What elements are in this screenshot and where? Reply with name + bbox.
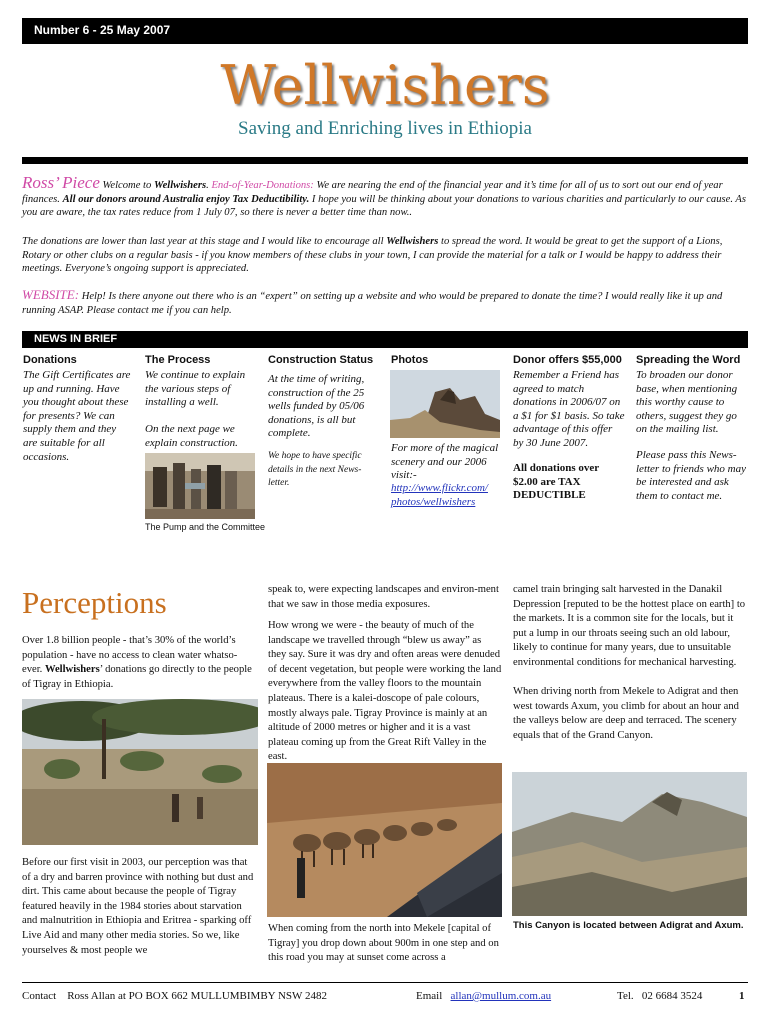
ross-text: I hope you will be thinking about your donations to various charities and particularly to our cause. As you are aware, the tax rates reduce from 1 July 07, so there is never a better time than now..	[22, 193, 747, 218]
email-link[interactable]: allan@mullum.com.au	[450, 990, 552, 1002]
ross-paragraph-1	[22, 173, 748, 220]
flickr-link-2[interactable]: photos/wellwishers	[391, 495, 476, 508]
ross-text: .	[206, 180, 212, 191]
camel-train-photo	[267, 763, 502, 917]
masthead-title: Wellwishers	[220, 54, 550, 117]
canyon-caption: This Canyon is located between Adigrat and Axum.	[513, 920, 744, 931]
footer-contact	[22, 990, 327, 1002]
ross-paragraph-3	[22, 288, 748, 317]
spreading-heading: Spreading the Word	[636, 354, 741, 366]
footer-email	[416, 990, 551, 1002]
process-text-2: On the next page we explain construction.	[145, 423, 238, 449]
ross-paragraph-2	[22, 235, 748, 276]
perceptions-title: Perceptions	[22, 585, 167, 620]
ross-text: The donations are lower than last year at this stage and I would like to encourage all	[22, 236, 387, 247]
page-number: 1	[739, 990, 745, 1002]
construction-heading: Construction Status	[268, 354, 374, 366]
ross-text: Welcome to	[102, 180, 154, 191]
pump-caption: The Pump and the Committee	[145, 522, 266, 532]
donations-heading: Donations	[23, 354, 77, 366]
eoy-label: End-of-Year-Donations:	[211, 180, 314, 191]
tel-label: Tel.	[617, 990, 634, 1002]
photos-heading: Photos	[391, 354, 429, 366]
construction-text-1: At the time of writing, construction of the 25 wells funded by 05/06 donations, is all but complete.	[268, 373, 365, 440]
intro-bold: Wellwishers	[44, 664, 100, 676]
pump-photo	[145, 453, 255, 519]
construction-text-2: We hope to have specific details in the next News-letter.	[268, 451, 362, 489]
perceptions-col3-top: camel train bringing salt harvested in the Danakil Depression [reputed to be the hottest place on earth] to the markets. It is a common site for the locals, but it put a lump in our throats seeing such an old labour, likely to continue for many years, due to unsuitable environmental conditions for mechanical harvesting.	[513, 584, 746, 668]
email-label: Email	[416, 990, 443, 1002]
footer-rule	[22, 982, 748, 983]
ross-text: We are nearing the end of the financial year and it’s time for all of us to sort out our end of year finances.	[22, 180, 723, 205]
donor-text: Remember a Friend has agreed to match donations in 2006/07 on a $1 for $1 basis. So take advantage of this offer by 30 June 2007.	[513, 369, 625, 449]
scenery-photo	[390, 370, 500, 438]
website-label: WEBSITE:	[22, 287, 80, 302]
process-heading: The Process	[145, 354, 211, 366]
flickr-link[interactable]	[391, 482, 505, 509]
perceptions-col3-mid: When driving north from Mekele to Adigrat and then west towards Axum, you climb for about an hour and the valleys below are deep and terraced. The scenery equals that of the Grand Canyon.	[513, 686, 739, 741]
donations-text: The Gift Certificates are up and running. Have you thought about these for presents? We can supply them and they are suitable for all occasions.	[23, 369, 131, 463]
ross-heading: Ross’ Piece	[22, 173, 100, 192]
photos-text: For more of the magical scenery and our 2006 visit:-	[391, 442, 499, 482]
intro-text: ’ donations go directly to the people of Tigray in Ethiopia.	[22, 664, 252, 690]
tigray-landscape-photo	[22, 699, 258, 845]
donor-heading: Donor offers $55,000	[513, 354, 622, 366]
tel-number: 02 6684 3524	[641, 990, 703, 1002]
contact-label: Contact	[22, 990, 57, 1002]
spreading-text-1: To broaden our donor base, when mentioning this worthy cause to others, suggest they go on the mailing list.	[636, 369, 738, 436]
masthead-tagline: Saving and Enriching lives in Ethiopia	[238, 118, 532, 139]
news-bar-title: NEWS IN BRIEF	[34, 333, 118, 345]
tax-bold: All our donors around Australia enjoy Tax Deductibility.	[62, 193, 310, 205]
canyon-photo	[512, 772, 747, 916]
issue-bar	[22, 18, 748, 44]
contact-address: Ross Allan at PO BOX 662 MULLUMBIMBY NSW 2482	[67, 990, 327, 1002]
perceptions-col2-bottom: When coming from the north into Mekele [capital of Tigray] you drop down about 900m in one step and on this road you may at sunset come across a	[268, 923, 499, 964]
perceptions-col2-mid: How wrong we were - the beauty of much of the landscape we travelled through “blew us away” as they say. Sure it was dry and often areas were denuded of decent vegetation, but people were working the land everywhere from the valley floors to the mountain plateaus. There is a kalei-doscope of pale colours, mostly always pale. Tigray Province is mainly at an altitude of 2000 metres or higher and it is a vast plateau coming up from the Great Rift Valley in the east.	[268, 620, 502, 763]
intro-text: Over 1.8 billion people - that’s 30% of the world’s population - have no access to clean water whatso-ever.	[22, 635, 238, 676]
ross-text: to spread the word. It would be great to get the support of a Lions, Rotary or other clubs on a regular basis - if you know members of these clubs in your town, I can provide the material for a talk or I would be happy to address their meetings. Everyone’s ongoing support is appreciated.	[22, 236, 723, 274]
issue-text: Number 6 - 25 May 2007	[34, 23, 171, 37]
perceptions-col2-top: speak to, were expecting landscapes and environ-ment that we saw in those media exposures.	[268, 584, 499, 610]
perceptions-col1-bottom: Before our first visit in 2003, our perception was that of a dry and barren province with nothing but dust and dirt. This came about because the people of Tigray featured heavily in the 1984 stories about starvation and malnutrition in Ethiopia and Eritrea - sparking off Live Aid and many other media stories. So we, like yourselves & most people we	[22, 857, 254, 956]
tax-deductible-text: All donations over $2.00 are TAX DEDUCTIBLE	[513, 462, 599, 502]
flickr-link-1[interactable]: http://www.flickr.com/	[391, 482, 488, 494]
ross-bold-name: Wellwishers	[386, 236, 439, 247]
perceptions-intro	[22, 634, 257, 692]
masthead-rule	[22, 157, 748, 164]
process-text-1: We continue to explain the various steps of installing a well.	[145, 369, 246, 409]
spreading-text-2: Please pass this News-letter to friends who may be interested and ask them to contact me.	[636, 449, 746, 502]
news-bar	[22, 331, 748, 348]
ross-bold-name: Wellwishers	[153, 180, 207, 191]
ross-text: Help! Is there anyone out there who is an “expert” on setting up a website and who would be prepared to donate the time? I would really like it up and running ASAP. Please contact me if you can help.	[22, 291, 723, 316]
footer-tel	[617, 990, 702, 1002]
